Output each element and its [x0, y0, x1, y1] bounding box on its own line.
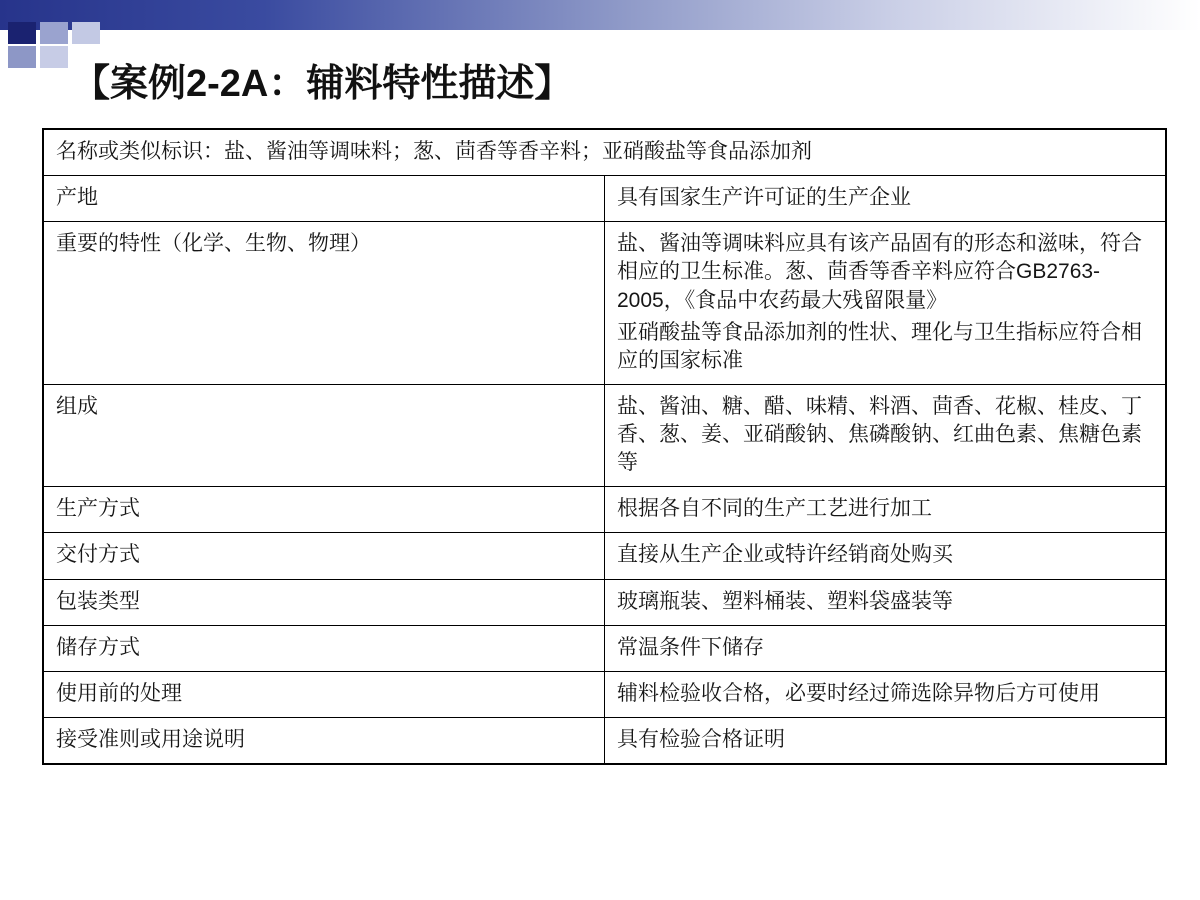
header-band: [0, 0, 1200, 30]
table-cell-value: [605, 222, 1167, 385]
value-line: 具有国家生产许可证的生产企业: [617, 186, 911, 210]
table-row-header: [43, 129, 1166, 176]
decor-square-5: [40, 46, 68, 68]
page-title: 【案例2-2A：辅料特性描述】: [72, 63, 573, 105]
table-row: [43, 717, 1166, 764]
value-line: 盐、酱油、糖、醋、味精、料酒、茴香、花椒、桂皮、丁香、葱、姜、亚硝酸钠、焦磷酸钠、红曲色素、焦糖色素等: [617, 394, 1142, 475]
value-line: 辅料检验收合格，必要时经过筛选除异物后方可使用: [617, 681, 1100, 705]
value-line: 亚硝酸盐等食品添加剂的性状、理化与卫生指标应符合相应的国家标准: [617, 320, 1142, 372]
table-cell-value: [605, 533, 1167, 579]
table-row: [43, 384, 1166, 486]
table-row: [43, 579, 1166, 625]
table-row: [43, 222, 1166, 385]
table-cell-key: 组成: [43, 384, 605, 486]
value-line: 常温条件下储存: [617, 635, 764, 659]
table-row: [43, 625, 1166, 671]
table-cell-key: 生产方式: [43, 487, 605, 533]
table-row: [43, 176, 1166, 222]
decor-square-3: [72, 22, 100, 44]
value-line: 具有检验合格证明: [617, 727, 785, 751]
table-row: [43, 533, 1166, 579]
table-cell-key: 使用前的处理: [43, 671, 605, 717]
table-row: [43, 671, 1166, 717]
spec-table-container: [42, 128, 1167, 765]
value-line: 盐、酱油等调味料应具有该产品固有的形态和滋味，符合相应的卫生标准。葱、茴香等香辛料应符合GB2763-2005，《食品中农药最大残留限量》: [617, 232, 1142, 312]
table-cell-key: 重要的特性（化学、生物、物理）: [43, 222, 605, 385]
table-cell-key: 储存方式: [43, 625, 605, 671]
table-cell-value: [605, 176, 1167, 222]
spec-table: [42, 128, 1167, 765]
table-cell-value: [605, 717, 1167, 764]
table-row: [43, 487, 1166, 533]
table-cell-key: 包装类型: [43, 579, 605, 625]
decor-square-2: [40, 22, 68, 44]
value-line: 直接从生产企业或特许经销商处购买: [617, 543, 953, 567]
value-line: 根据各自不同的生产工艺进行加工: [617, 497, 932, 521]
table-cell-key: 接受准则或用途说明: [43, 717, 605, 764]
decor-square-4: [8, 46, 36, 68]
table-cell-value: [605, 625, 1167, 671]
table-cell-key: 交付方式: [43, 533, 605, 579]
table-cell-key: 产地: [43, 176, 605, 222]
table-cell-value: [605, 384, 1167, 486]
decor-square-1: [8, 22, 36, 44]
table-cell-identification: 名称或类似标识：盐、酱油等调味料；葱、茴香等香辛料；亚硝酸盐等食品添加剂: [43, 129, 1166, 176]
table-cell-value: [605, 579, 1167, 625]
value-line: 玻璃瓶装、塑料桶装、塑料袋盛装等: [617, 589, 953, 613]
table-cell-value: [605, 671, 1167, 717]
table-cell-value: [605, 487, 1167, 533]
